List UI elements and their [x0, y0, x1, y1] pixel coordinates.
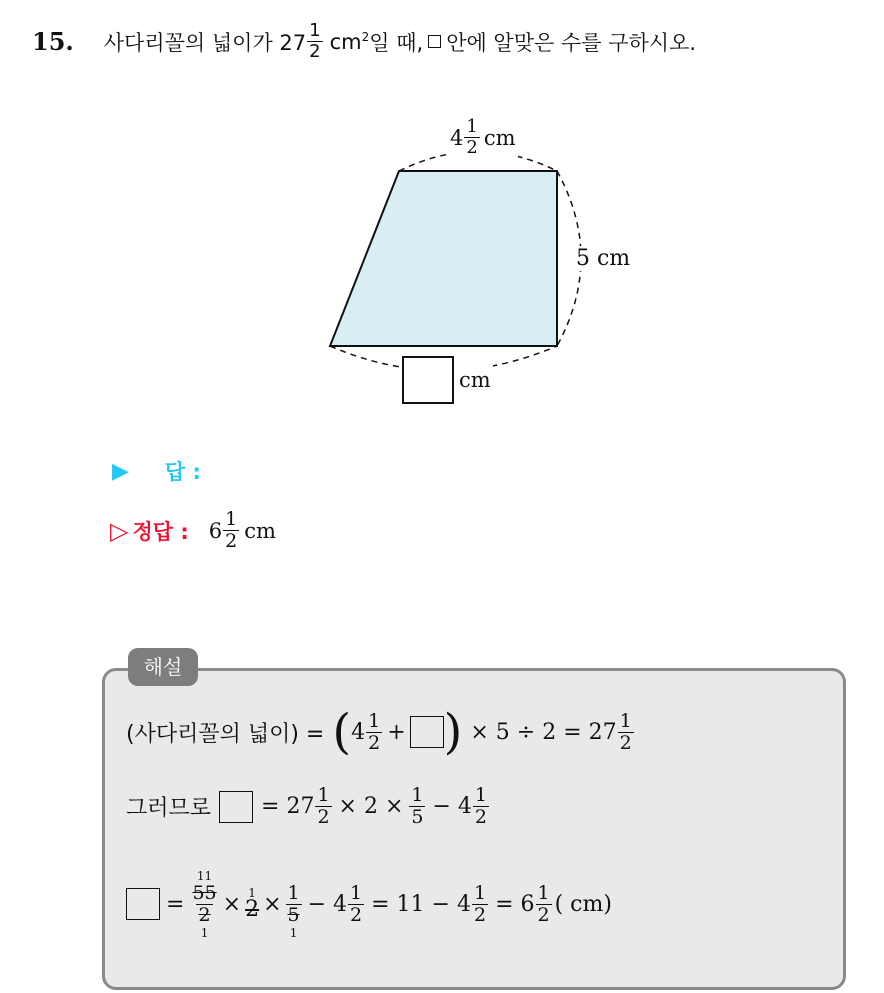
- blank-box-icon: [410, 716, 444, 748]
- cancelled-fraction-55-2: 11 55 2 1: [192, 868, 217, 940]
- blank-box-icon: [126, 888, 160, 920]
- solution-tag: 해설: [128, 648, 198, 686]
- solution-line-2: 그러므로 = 27 $\frac{1}{2}$ × 2 × $\frac{1}{5}$ − 4 $\frac{1}{2}$: [126, 784, 488, 828]
- top-length-label: 4 $\frac{1}{2}$ cm: [450, 116, 516, 158]
- answer-label: 답 :: [164, 460, 201, 484]
- correct-answer-value: 6 $\frac{1}{2}$ cm: [208, 508, 276, 552]
- question-text-start: 사다리꼴의 넓이가 27: [103, 30, 307, 55]
- question-text-end: 안에 알맞은 수를 구하시오.: [446, 30, 697, 55]
- bottom-length-label: cm: [402, 356, 493, 404]
- outline-arrow-icon: ▷: [110, 516, 129, 545]
- question-text-mid: 일 때,: [369, 30, 424, 55]
- area-fraction: $\frac{1}{2}$: [309, 20, 321, 62]
- cancelled-fraction-1-5: 1 5 1: [287, 881, 300, 940]
- blank-box-icon: [219, 791, 253, 823]
- cancelled-two: 1 2: [245, 886, 260, 922]
- height-label: 5 cm: [576, 246, 631, 271]
- solution-line-3: = 11 55 2 1 × 1 2 × 1 5 1 − 4 $\frac{1}{2}$ = 11 − 4 $\frac{1}{2}$ = 6 $\frac{1}{2}$ ( cm): [126, 860, 612, 948]
- answer-blank-box: [402, 356, 454, 404]
- solution-line-1: (사다리꼴의 넓이) = ( 4 $\frac{1}{2}$ + ) × 5 ÷ 2 = 27 $\frac{1}{2}$: [126, 704, 632, 760]
- correct-answer-row: [110, 510, 276, 551]
- area-unit: $cm^2$: [329, 29, 370, 54]
- play-arrow-icon: ▶: [112, 458, 129, 484]
- correct-answer-label: 정답 :: [132, 519, 189, 544]
- trapezoid-shape: [330, 171, 557, 346]
- answer-row: [112, 456, 201, 486]
- question-number: 15.: [32, 27, 74, 56]
